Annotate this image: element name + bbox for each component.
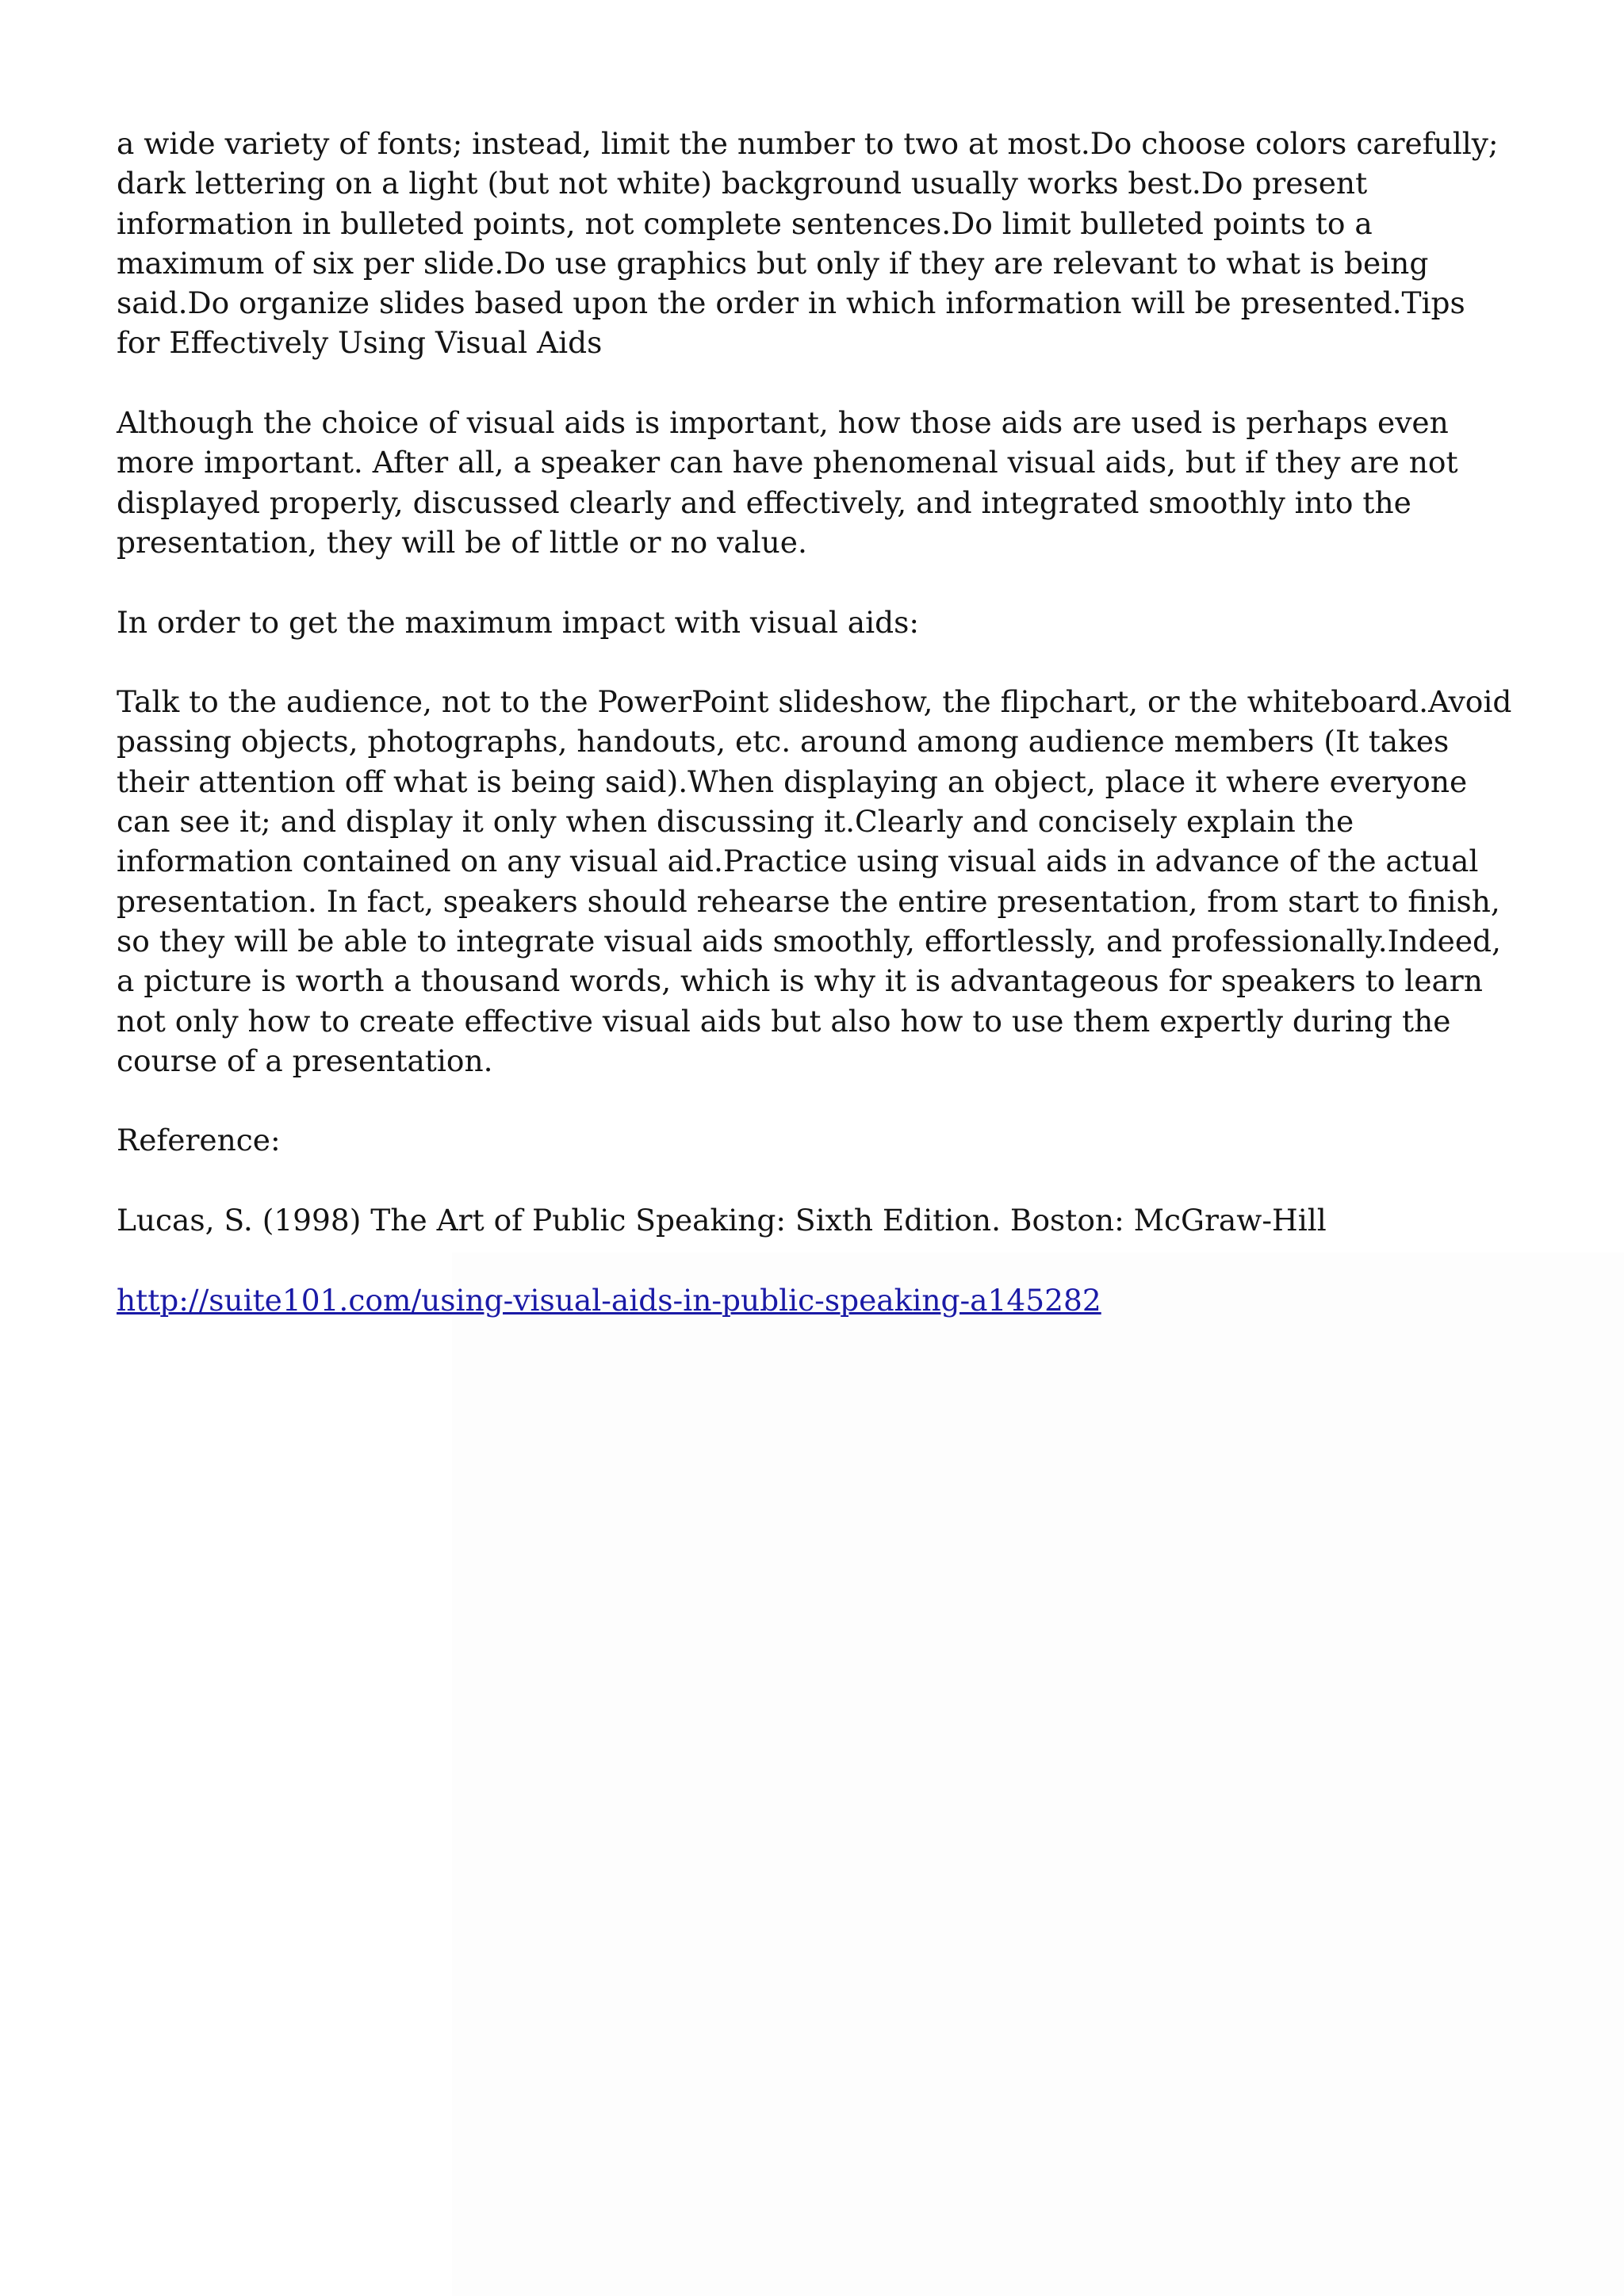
document-body [117,124,1512,1360]
page-shading [452,1253,1624,2296]
paragraph-using-visual-aids: Although the choice of visual aids is important, how those aids are used is perhaps even more important. After all, a speaker can have phenomenal visual aids, but if they are not displayed properly, discussed clearly and effectively, and integrated smoothly into the presentation, they will be of little or no value. [117,405,1458,560]
reference-citation: Lucas, S. (1998) The Art of Public Speaking: Sixth Edition. Boston: McGraw-Hill [117,1203,1327,1238]
reference-heading: Reference: [117,1123,281,1158]
paragraph-maximum-impact-intro: In order to get the maximum impact with visual aids: [117,604,919,640]
paragraph-visual-aid-guidelines: Talk to the audience, not to the PowerPoint slideshow, the flipchart, or the whiteboard.Avoid passing objects, photographs, handouts, etc. around among audience members (It takes their attention off what is being said).When displaying an object, place it where everyone can see it; and display it only when discussing it.Clearly and concisely explain the information contained on any visual aid.Practice using visual aids in advance of the actual presentation. In fact, speakers should rehearse the entire presentation, from start to finish, so they will be able to integrate visual aids smoothly, effortlessly, and professionally.Indeed, a picture is worth a thousand words, which is why it is advantageous for speakers to learn not only how to create effective visual aids but also how to use them expertly during the course of a presentation. [117,684,1512,1078]
paragraph-slide-design-tips: a wide variety of fonts; instead, limit the number to two at most.Do choose colors carefully; dark lettering on a light (but not white) background usually works best.Do present information in bulleted points, not complete sentences.Do limit bulleted points to a maximum of six per slide.Do use graphics but only if they are relevant to what is being said.Do organize slides based upon the order in which information will be presented.Tips for Effectively Using Visual Aids [117,126,1499,361]
source-link[interactable]: http://suite101.com/using-visual-aids-in-public-speaking-a145282 [117,1282,1101,1318]
source-link-paragraph [117,1280,1512,1320]
